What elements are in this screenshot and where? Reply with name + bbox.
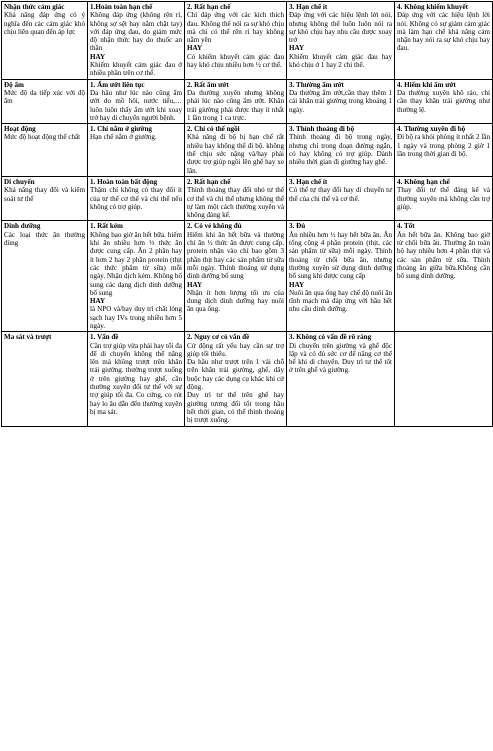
score-cell-3 xyxy=(287,176,395,220)
score-title: 4. Thường xuyên đi bộ xyxy=(397,125,466,134)
criterion-description: Các loại thức ăn thường dùng xyxy=(4,230,85,248)
score-title: 2. Chỉ có thể ngồi xyxy=(187,125,240,134)
score-cell-3 xyxy=(287,332,395,426)
score-title: 1. Vấn đề xyxy=(90,333,119,342)
row-mobility xyxy=(2,176,493,220)
score-title: 4. Không hạn chế xyxy=(397,177,450,186)
criterion-cell xyxy=(2,221,88,332)
score-description: là NPO và/hay duy trì chất lỏng sạch hay IVs trong nhiều hơn 5 ngày. xyxy=(90,305,182,330)
score-description: Khiếm khuyết cảm giác đau ở nhiều phần trên cơ thể. xyxy=(90,61,182,78)
criterion-title: Dinh dưỡng xyxy=(4,222,41,231)
score-description: Nuôi ăn qua ống hay chế độ nuôi ăn tĩnh mạch mà đáp ứng với hầu hết nhu cầu dinh dưỡng. xyxy=(289,288,392,314)
score-cell-1 xyxy=(88,124,185,177)
criterion-description: Khả năng thay đổi và kiểm soát tư thế xyxy=(4,186,85,203)
score-cell-4 xyxy=(395,79,493,123)
score-description: Đáp ứng với các hiệu lệnh lời nói, nhưng không thể luôn luôn nói ra sự khó chịu hay nhu cầu được xoay trở xyxy=(289,11,392,45)
score-description: Thỉnh thoảng thay đổi nhỏ tư thế cơ thể và chi thể nhưng không thể tự làm một cách thường xuyên và không đáng kể. xyxy=(187,186,284,220)
score-cell-2 xyxy=(185,79,287,123)
score-description: Đi bộ ra khỏi phòng ít nhất 2 lần 1 ngày và trong phòng 2 giờ 1 lần trong thời gian đi bộ. xyxy=(397,133,490,159)
criterion-description: Mức độ hoạt động thể chất xyxy=(4,133,81,142)
score-cell-1 xyxy=(88,79,185,123)
score-title: 3. Không có vấn đề rõ ràng xyxy=(289,333,372,342)
score-cell-4 xyxy=(395,176,493,220)
score-description: Có khiếm khuyết cảm giác đau hay khó chịu nhiều hơn ½ cơ thể. xyxy=(187,52,284,70)
or-separator: HAY xyxy=(187,280,203,289)
score-description: Không bao giờ ăn hết bữa. hiếm khi ăn nhiều hơn ⅓ thức ăn được cung cấp. Ăn 2 phần hay ít hơn 2 hay 2 phần protein (thịt các thức phẩm từ sữa) mỗi ngày. Nhận dịch kém. Không bổ sung các dạng dịch dinh dưỡng bổ sung xyxy=(90,230,182,297)
criterion-description: Khả năng đáp ứng có ý nghĩa đến các cảm giác khó chịu liên quan đến áp lực xyxy=(4,11,85,36)
or-separator: HAY xyxy=(90,52,106,61)
score-cell-1 xyxy=(88,2,185,80)
score-description: Cần trợ giúp vừa phải hay tối đa để di chuyển không thể nâng lên mà không trượt trên khăn trải giường. thường trượt xuống ở trên giường hay ghế, cần thường xuyên đổi tư thế với sự trợ giúp tối đa. Co cứng, co rút hay lo âu dẫn đến thường xuyên bị ma sát. xyxy=(90,341,182,416)
score-description: Di chuyển trên giường và ghế độc lập và có đủ sức cơ để nâng cơ thể hể khi di chuyển. Duy trì tư thế tốt ở trên ghế và giường. xyxy=(289,341,392,375)
score-cell-3 xyxy=(287,79,395,123)
score-title: 2. Rất hạn chế xyxy=(187,3,231,11)
score-description: Da thường xuyên khô ráo, chỉ cần thay khăn trải giường như thường lệ. xyxy=(397,88,490,114)
score-description: Hạn chế nằm ở giường. xyxy=(90,133,157,142)
criterion-cell xyxy=(2,332,88,426)
score-description: Thay đổi tư thế đáng kể và thường xuyên mà không cần trợ giúp. xyxy=(397,186,490,211)
score-description: Da thường ẩm ướt,cần thay thêm 1 cái khăn trải giường trong khoảng 1 ngày. xyxy=(289,88,392,114)
criterion-title: Di chuyển xyxy=(4,177,35,186)
score-title: 4. Hiếm khi ẩm ướt xyxy=(397,80,456,89)
score-description: Đáp ứng với các hiệu lệnh lời nói. Không có sự giảm cảm giác mà làm hạn chế khả năng cảm nhận hay nói ra sự khó chịu hay đau. xyxy=(397,11,490,53)
score-description: Ăn hết bữa ăn. Không bao giờ từ chối bữa ăn. Thường ăn toàn bộ hay nhiều hơn 4 phần thịt và các sản phẩm từ sữa. Thỉnh thoảng ăn giữa bữa.Không cần bổ sung dinh dưỡng. xyxy=(397,230,490,281)
score-cell-2 xyxy=(185,221,287,332)
score-description: Nhận ít hơn lượng tối ưu của dung dịch dinh dưỡng hay nuôi ăn qua ống. xyxy=(187,288,284,314)
score-cell-4 xyxy=(395,332,493,426)
score-title: 4. Không khiếm khuyết xyxy=(397,3,468,11)
criterion-cell xyxy=(2,2,88,80)
score-title: 3. Thường ẩm ướt xyxy=(289,80,344,89)
score-title: 2. Rất hạn chế xyxy=(187,177,231,186)
score-title: 4. Tốt xyxy=(397,222,415,231)
score-cell-4 xyxy=(395,2,493,80)
score-description: Không đáp ứng (không rên rỉ, không sợ sệt hay nắm chặt tay) với đáp ứng đau, do giảm mức độ nhận thức hay do thuốc an thần xyxy=(90,11,182,53)
score-title: 3. Thỉnh thoảng đi bộ xyxy=(289,125,355,134)
or-separator: HAY xyxy=(90,297,106,306)
score-title: 3. Hạn chế ít xyxy=(289,3,328,11)
score-description: Hiếm khi ăn hết bữa và thường chỉ ăn ½ thức ăn được cung cấp. protein nhận vào chỉ bao gồm 3 phần thịt hay các sản phẩm từ sữa mỗi ngày. Thỉnh thoảng sử dụng dinh dưỡng bổ sung xyxy=(187,230,284,281)
criterion-description: Mức độ da tiếp xúc với độ ẩm xyxy=(4,88,85,106)
criterion-title: Ma sát và trượt xyxy=(4,333,52,342)
score-title: 1. Ẩm ướt liên tục xyxy=(90,80,145,89)
score-title: 1. Hoàn toàn bất động xyxy=(90,177,158,186)
score-cell-2 xyxy=(185,124,287,177)
score-cell-2 xyxy=(185,332,287,426)
score-title: 1.Hoàn toàn hạn chế xyxy=(90,3,153,11)
or-separator: HAY xyxy=(289,44,305,53)
score-cell-2 xyxy=(185,2,287,80)
score-description: Chỉ đáp ứng với các kích thích đau. Không thể nói ra sự khó chịu mà chỉ có thể rên rỉ hay không nằm yên xyxy=(187,11,284,45)
score-description: Da hầu như lúc nào cũng ẩm ướt do mồ hôi, nước tiểu,… luôn luôn thấy ẩm ướt khi xoay trở hay di chuyển người bệnh. xyxy=(90,88,182,122)
score-title: 2. Có vẻ không đủ xyxy=(187,222,242,231)
score-title: 2. Nguy cơ có vấn đề xyxy=(187,333,250,342)
criterion-cell xyxy=(2,79,88,123)
row-friction-shear xyxy=(2,332,493,426)
score-description: Thỉnh thoảng đi bộ trong ngày, nhưng chỉ trong đoạn đường ngắn, có hay không có trợ giúp. Dành nhiều thời gian đi giường hay ghế. xyxy=(289,133,392,167)
score-cell-3 xyxy=(287,221,395,332)
score-cell-4 xyxy=(395,221,493,332)
score-cell-2 xyxy=(185,176,287,220)
criterion-title: Độ ẩm xyxy=(4,80,24,89)
score-description: Duy trì tư thế trên ghế hay giường tương đối tốt trong hầu hết thời gian, có thể thỉnh thoảng bị trượt xuống. xyxy=(187,391,284,425)
criterion-title: Hoạt động xyxy=(4,125,36,134)
score-description: Da hầu như trượt trên 1 vài chỗ trên khăn trải giường, ghế, dây buộc hay các dụng cụ khác khi cử động. xyxy=(187,358,284,392)
score-cell-3 xyxy=(287,124,395,177)
or-separator: HAY xyxy=(187,44,203,53)
score-title: 3. Đủ xyxy=(289,222,306,231)
score-title: 2. Rất ẩm ướt xyxy=(187,80,229,89)
score-cell-1 xyxy=(88,332,185,426)
row-moisture xyxy=(2,79,493,123)
row-nutrition xyxy=(2,221,493,332)
score-description: Cử động rất yếu hay cần sự trợ giúp tối thiểu. xyxy=(187,341,284,358)
score-description: Khả năng đi bộ bị hạn chế rất nhiều hay không thể đi bộ. không thể chịu sức nặng và/hay phải được trợ giúp ngồi lên ghế hay xe lăn. xyxy=(187,133,284,175)
or-separator: HAY xyxy=(289,280,305,289)
score-description: Có thể tự thay đổi hay di chuyển tư thế của chi thể và cơ thể. xyxy=(289,186,392,203)
score-title: 1. Rất kém xyxy=(90,222,123,231)
score-description: Ăn nhiều hơn ½ hay hết bữa ăn. Ăn tổng cộng 4 phần protein (thịt, các sản phẩm từ sữa) mỗi ngày. Thỉnh thoảng từ chối bữa ăn, nhưng thường xuyên sử dụng dinh dưỡng bổ sung khi được cung cấp xyxy=(289,230,392,281)
score-description: Thậm chí không có thay đổi ít của tư thế cơ thể và chi thể nếu không có trợ giúp. xyxy=(90,186,182,211)
row-sensory-perception xyxy=(2,2,493,80)
criterion-cell xyxy=(2,124,88,177)
score-description: Khiếm khuyết cảm giác đau hay khó chịu ở 1 hay 2 chi thể. xyxy=(289,52,392,70)
criterion-title: Nhận thức cảm giác xyxy=(4,3,65,11)
score-cell-3 xyxy=(287,2,395,80)
score-title: 3. Hạn chế ít xyxy=(289,177,328,186)
score-description: Da thường xuyên nhưng không phải lúc nào cũng ẩm ướt. Khăn trải giường phải được thay ít nhất 1 lần trong 1 ca trực. xyxy=(187,88,284,122)
braden-scale-table xyxy=(1,1,493,427)
score-title: 1. Chỉ nằm ở giường xyxy=(90,125,152,134)
criterion-cell xyxy=(2,176,88,220)
score-cell-1 xyxy=(88,176,185,220)
score-cell-1 xyxy=(88,221,185,332)
score-cell-4 xyxy=(395,124,493,177)
row-activity xyxy=(2,124,493,177)
